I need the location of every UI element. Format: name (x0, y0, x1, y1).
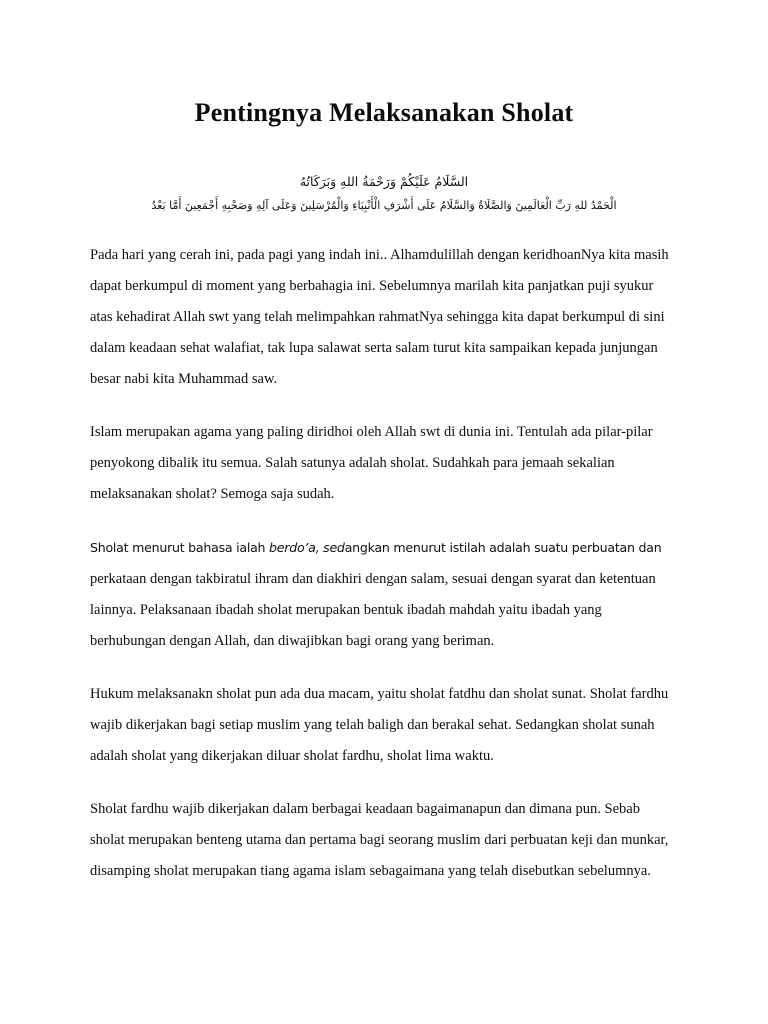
paragraph-definition-segment-1: Sholat menurut bahasa ialah (90, 540, 270, 555)
paragraph-definition-segment-3: angkan menurut istilah adalah suatu perbuatan dan (344, 540, 662, 555)
paragraph-definition-segment-2: berdo’a, sed (269, 540, 345, 555)
paragraph-sholat-fardhu: Sholat fardhu wajib dikerjakan dalam berbagai keadaan bagaimanapun dan dimana pun. Sebab sholat merupakan benteng utama dan pertama bagi seorang muslim dari perbuatan keji dan munkar, disamping sholat merupakan tiang agama islam sebagaimana yang telah disebutkan sebelumnya. (90, 801, 669, 879)
document-body (90, 240, 678, 887)
paragraph-islam-pillars: Islam merupakan agama yang paling diridhoi oleh Allah swt di dunia ini. Tentulah ada pilar-pilar penyokong dibalik itu semua. Salah satunya adalah sholat. Sudahkah para jemaah sekalian melaksanakan sholat? Semoga saja sudah. (90, 424, 653, 502)
arabic-salutation-block (90, 170, 678, 218)
arabic-greeting-line: السَّلَامُ عَلَيْكُمْ وَرَحْمَةُ اللهِ وَبَرَكَاتُهُ (299, 174, 469, 189)
paragraph-opening-greeting: Pada hari yang cerah ini, pada pagi yang indah ini.. Alhamdulillah dengan keridhoanNya kita masih dapat berkumpul di moment yang berbahagia ini. Sebelumnya marilah kita panjatkan puji syukur atas kehadirat Allah swt yang telah melimpahkan rahmatNya sehingga kita dapat berkumpul di sini dalam keadaan sehat walafiat, tak lupa salawat serta salam turut kita sampaikan kepada junjungan besar nabi kita Muhammad saw. (90, 247, 669, 387)
paragraph-sholat-definition (90, 532, 678, 657)
arabic-praise-line: الْحَمْدُ للهِ رَبِّ الْعَالَمِينَ وَالصَّلَاةُ وَالسَّلَامُ عَلَى أَشْرَفِ الْأَنْبِيَاءِ وَالْمُرْسَلِينَ وَعَلَى آلِهِ وَصَحْبِهِ أَجْمَعِينَ أَمَّا بَعْدُ (151, 199, 617, 212)
paragraph-hukum-sholat: Hukum melaksanakn sholat pun ada dua macam, yaitu sholat fatdhu dan sholat sunat. Sholat fardhu wajib dikerjakan bagi setiap muslim yang telah baligh dan berakal sehat. Sedangkan sholat sunah adalah sholat yang dikerjakan diluar sholat fardhu, sholat lima waktu. (90, 686, 669, 764)
paragraph-definition-segment-4: perkataan dengan takbiratul ihram dan diakhiri dengan salam, sesuai dengan syarat dan ketentuan lainnya. Pelaksanaan ibadah sholat merupakan bentuk ibadah mahdah yaitu ibadah yang berhubungan dengan Allah, dan diwajibkan bagi orang yang beriman. (90, 571, 656, 649)
page-title: Pentingnya Melaksanakan Sholat (194, 98, 574, 127)
